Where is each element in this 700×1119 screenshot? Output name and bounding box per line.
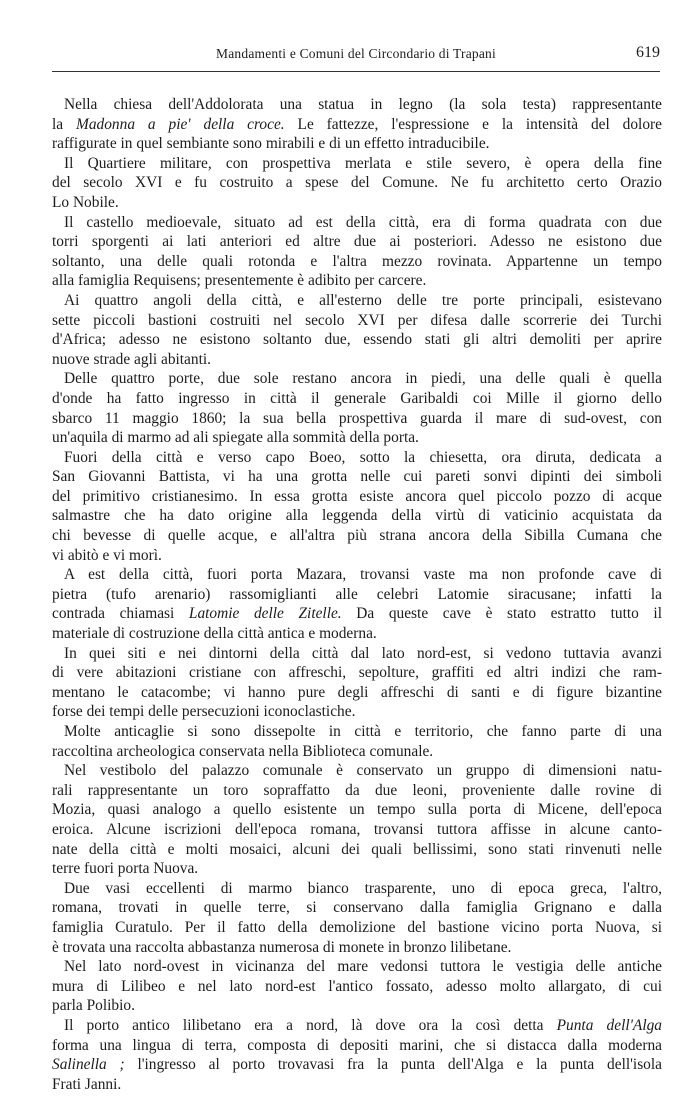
text-line: raffigurate in quel sembiante sono mirabili e di un effetto intraducibile. [52,135,490,153]
text-line: San Giovanni Battista, vi ha una grotta nelle cui pareti sonvi dipinti dei simboli [52,468,662,486]
text-line: sbarco 11 maggio 1860; la sua bella prospettiva guarda il mare di sud-ovest, con [52,409,662,427]
text-line: del secolo XVI e fu costruito a spese del Comune. Ne fu architetto certo Orazio [52,174,662,192]
text-line: torri sporgenti ai lati anteriori ed altre due ai posteriori. Adesso ne esistono due [52,233,662,251]
page-number: 619 [636,44,660,61]
italic-text: Latomie delle Zitelle. [188,605,342,623]
text-line: nate della città e molti mosaici, alcuni dei quali bellissimi, sono stati rinvenuti nelle [52,840,662,858]
text-line: Delle quattro porte, due sole restano ancora in piedi, una delle quali è quella [64,370,662,388]
text-line: parla Polibio. [52,997,135,1015]
text-line: mura di Lilibeo e nel lato nord-est l'antico fossato, adesso molto allargato, di cui [52,977,662,995]
text-line: materiale di costruzione della città antica e moderna. [52,625,377,643]
text-line: raccoltina archeologica conservata nella Biblioteca comunale. [52,742,434,760]
text-line: Molte anticaglie si sono dissepolte in città e territorio, che fanno parte di una [64,723,662,740]
text-line: è trovata una raccolta abbastanza numerosa di monete in bronzo lilibetane. [52,938,512,956]
text-line: Salinella ; l'ingresso al porto trovavasi fra la punta dell'Alga e la punta dell'isola [52,1056,662,1074]
italic-text: Salinella ; [52,1056,125,1074]
italic-text: Madonna a pie' della croce. [76,115,285,133]
text-line: Due vasi eccellenti di marmo bianco trasparente, uno di epoca greca, l'altro, [64,879,662,897]
text-line: In quei siti e nei dintorni della città dal lato nord-est, si vedono tuttavia avanzi [64,644,662,662]
paragraph [52,291,662,369]
text-line: Nella chiesa dell'Addolorata una statua in legno (la sola testa) rappresentante [64,96,662,113]
text-line: contrada chiamasi Latomie delle Zitelle. Da queste cave è stato estratto tutto il [52,605,662,623]
running-head [52,40,660,64]
text-line: un'aquila di marmo ad ali spiegate alla sommità della porta. [52,429,419,447]
paragraph [52,879,662,957]
text-line: soltanto, una delle quali rotonda e l'altra mezzo rovinata. Appartenne un tempo [52,252,662,270]
paragraph [52,154,662,213]
text-line: chi bevesse di quelle acque, e all'altra più strana ancora della Sibilla Cumana che [52,527,662,545]
text-line: eroica. Alcune iscrizioni dell'epoca romana, trovansi tuttora affisse in alcune canto- [52,820,662,838]
paragraph [52,95,662,154]
paragraph [52,448,662,566]
text-line: sette piccoli bastioni costruiti nel secolo XVI per difesa dalle scorrerie dei Turchi [52,311,662,329]
text-line: romana, trovati in quelle terre, si conservano dalla famiglia Grignano e dalla [52,899,662,917]
text-line: Il porto antico lilibetano era a nord, là dove ora la così detta Punta dell'Alga [64,1016,662,1034]
text-line: la Madonna a pie' della croce. Le fattezze, l'espressione e la intensità del dolore [52,115,662,133]
body-text [52,95,662,1094]
paragraph [52,369,662,447]
text-line: forse dei tempi delle persecuzioni iconoclastiche. [52,703,356,721]
text-line: alla famiglia Requisens; presentemente è adibito per carcere. [52,272,427,290]
text-line: nuove strade agli abitanti. [52,350,211,368]
text-line: del primitivo cristianesimo. In essa grotta esiste ancora quel piccolo pozzo di acque [52,487,662,505]
text-line: Lo Nobile. [52,193,119,211]
text-line: A est della città, fuori porta Mazara, trovansi vaste ma non profonde cave di [64,566,662,584]
text-line: Nel vestibolo del palazzo comunale è conservato un gruppo di dimensioni natu- [64,762,662,780]
header-rule [52,71,660,72]
text-line: famiglia Curatulo. Per il fatto della demolizione del bastione vicino porta Nuova, si [52,918,662,936]
paragraph [52,1016,662,1094]
text-line: Il castello medioevale, situato ad est della città, era di forma quadrata con due [64,213,662,231]
text-line: Frati Janni. [52,1075,122,1093]
running-title: Mandamenti e Comuni del Circondario di Trapani [216,46,496,61]
text-line: salmastre che ha dato origine alla leggenda della virtù di vaticinio acquistata da [52,507,662,525]
paragraph [52,722,662,761]
text-line: Nel lato nord-ovest in vicinanza del mare vedonsi tuttora le vestigia delle antiche [64,958,662,976]
text-line: Ai quattro angoli della città, e all'esterno delle tre porte principali, esistevano [64,291,662,309]
paragraph [52,644,662,722]
text-line: rali rappresentante un toro sopraffatto da due leoni, proveniente dalle rovine di [52,781,662,799]
italic-text: Punta dell'Alga [556,1016,662,1034]
text-line: di vere abitazioni cristiane con affreschi, sepolture, graffiti ed altri indizi che ram- [52,664,662,682]
paragraph [52,213,662,291]
text-line: terre fuori porta Nuova. [52,860,199,878]
text-line: vi abitò e vi morì. [52,546,162,564]
text-line: pietra (tufo arenario) rassomiglianti alle celebri Latomie siracusane; infatti la [52,585,662,603]
text-line: Fuori della città e verso capo Boeo, sotto la chiesetta, ora diruta, dedicata a [64,448,662,466]
text-line: Il Quartiere militare, con prospettiva merlata e stile severo, è opera della fine [64,154,662,172]
paragraph [52,565,662,643]
text-line: forma una lingua di terra, composta di depositi marini, che si distacca dalla moderna [52,1036,662,1054]
paragraph [52,957,662,1016]
text-line: Mozia, quasi analogo a quello esistente un tempo sulla porta di Micene, dell'epoca [52,801,662,819]
text-line: d'Africa; adesso ne esistono soltanto due, essendo stati gli altri demoliti per aprire [52,331,662,349]
text-line: d'onde ha fatto ingresso in città il generale Garibaldi coi Mille il giorno dello [52,389,662,407]
text-line: mentano le catacombe; vi hanno pure degli affreschi di santi e di figure bizantine [52,683,662,701]
paragraph [52,761,662,879]
